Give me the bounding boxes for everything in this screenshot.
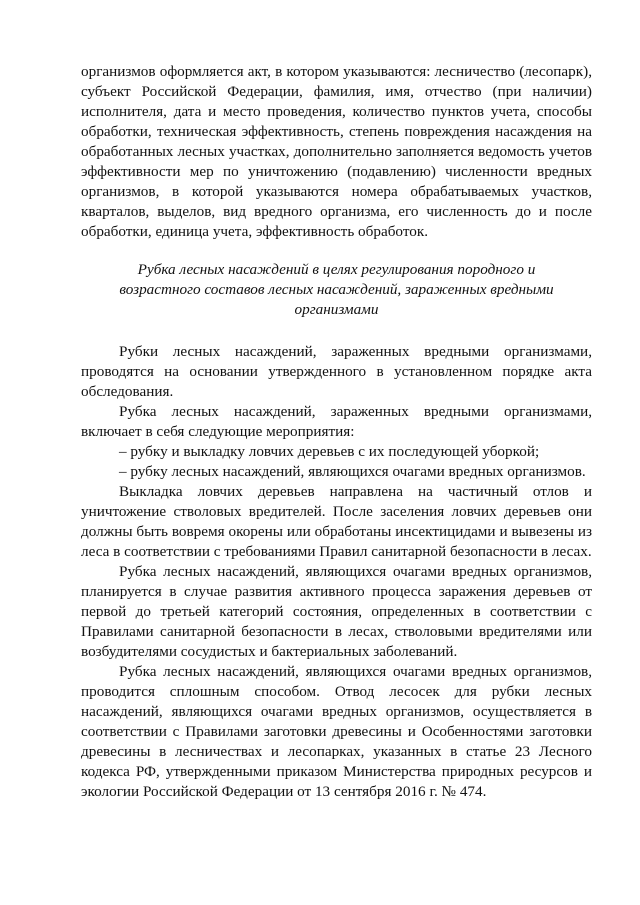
text-line: исполнителя, дата и место проведения, количество пунктов учета, способы bbox=[81, 103, 592, 120]
text-line: проводится сплошным способом. Отвод лесосек для рубки лесных bbox=[81, 683, 592, 700]
text-line: Рубка лесных насаждений, являющихся очагами вредных организмов, bbox=[119, 563, 592, 580]
text-line: соответствии с Правилами заготовки древесины и Особенностями заготовки bbox=[81, 723, 592, 740]
measures-list bbox=[81, 442, 592, 482]
text-line: насаждений, являющихся очагами вредных организмов, осуществляется в bbox=[81, 703, 592, 720]
text-line: уничтожение стволовых вредителей. После заселения ловчих деревьев они bbox=[81, 503, 592, 520]
paragraph-5 bbox=[81, 662, 592, 802]
text-line: леса в соответствии с требованиями Правил санитарной безопасности в лесах. bbox=[81, 543, 592, 560]
text-line: кодекса РФ, утвержденными приказом Министерства природных ресурсов и bbox=[81, 763, 592, 780]
text-line: Выкладка ловчих деревьев направлена на частичный отлов и bbox=[119, 483, 592, 500]
heading-line: организмами bbox=[294, 301, 379, 318]
text-line: эффективности мер по уничтожению (подавлению) численности вредных bbox=[81, 163, 592, 180]
text-line: включает в себя следующие мероприятия: bbox=[81, 423, 355, 440]
text-line: организмов, в которой указываются номера обрабатываемых участков, bbox=[81, 183, 592, 200]
text-line: Правилами санитарной безопасности в лесах, стволовыми вредителями или bbox=[81, 623, 592, 640]
text-line: обработки, техническая эффективность, степень повреждения насаждения на bbox=[81, 123, 592, 140]
text-line: планируется в случае развития активного процесса заражения деревьев от bbox=[81, 583, 592, 600]
text-line: Рубка лесных насаждений, являющихся очагами вредных организмов, bbox=[119, 663, 592, 680]
text-line: организмов оформляется акт, в котором указываются: лесничество (лесопарк), bbox=[81, 63, 592, 80]
text-line: кварталов, выделов, вид вредного организма, его численность до и после bbox=[81, 203, 592, 220]
text-line: возбудителями сосудистых и бактериальных заболеваний. bbox=[81, 643, 458, 660]
text-line: субъект Российской Федерации, фамилия, имя, отчество (при наличии) bbox=[81, 83, 592, 100]
list-item: – рубку лесных насаждений, являющихся очагами вредных организмов. bbox=[119, 463, 586, 480]
text-line: первой до третьей категорий состояния, определенных в соответствии с bbox=[81, 603, 592, 620]
text-line: экологии Российской Федерации от 13 сентября 2016 г. № 474. bbox=[81, 783, 487, 800]
paragraph-4 bbox=[81, 562, 592, 662]
section-heading bbox=[81, 260, 592, 320]
text-line: обследования. bbox=[81, 383, 174, 400]
text-line: Рубка лесных насаждений, зараженных вредными организмами, bbox=[119, 403, 592, 420]
text-line: проводятся на основании утвержденного в установленном порядке акта bbox=[81, 363, 592, 380]
paragraph-3 bbox=[81, 482, 592, 562]
list-item: – рубку и выкладку ловчих деревьев с их последующей уборкой; bbox=[119, 443, 540, 460]
text-line: Рубки лесных насаждений, зараженных вредными организмами, bbox=[119, 343, 592, 360]
text-line: обработки, единица учета, эффективность обработок. bbox=[81, 223, 429, 240]
text-line: обработанных лесных участках, дополнительно заполняется ведомость учетов bbox=[81, 143, 592, 160]
heading-line: Рубка лесных насаждений в целях регулирования породного и bbox=[137, 261, 536, 278]
heading-line: возрастного составов лесных насаждений, зараженных вредными bbox=[119, 281, 554, 298]
text-line: древесины в лесничествах и лесопарках, указанных в статье 23 Лесного bbox=[81, 743, 592, 760]
paragraph-2 bbox=[81, 402, 592, 442]
paragraph-1 bbox=[81, 342, 592, 402]
text-line: должны быть вовремя окорены или обработаны инсектицидами и вывезены из bbox=[81, 523, 592, 540]
intro-paragraph bbox=[81, 62, 592, 242]
